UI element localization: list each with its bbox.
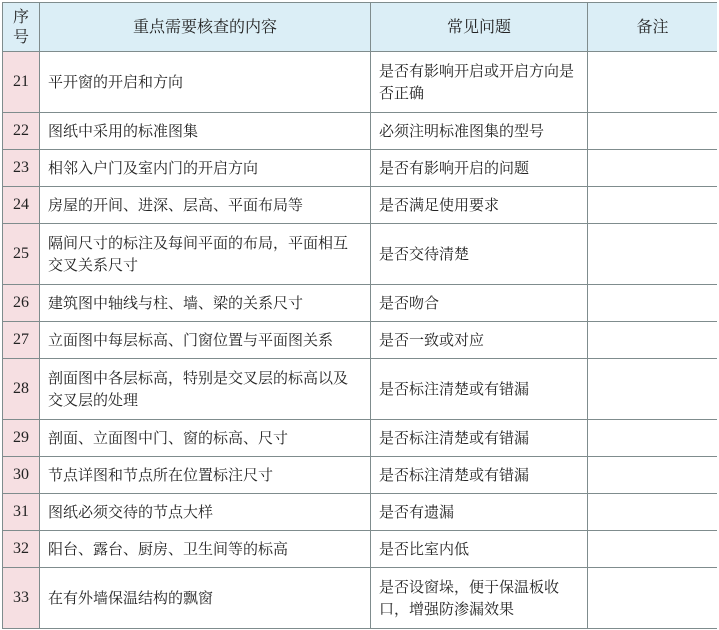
table-row [3, 52, 718, 113]
row-number: 23 [3, 150, 40, 187]
row-issue: 是否比室内低 [371, 531, 588, 568]
row-content: 节点详图和节点所在位置标注尺寸 [40, 457, 371, 494]
row-content: 阳台、露台、厨房、卫生间等的标高 [40, 531, 371, 568]
row-note [588, 457, 718, 494]
row-issue: 是否交待清楚 [371, 224, 588, 285]
table-row [3, 285, 718, 322]
row-issue: 必须注明标准图集的型号 [371, 113, 588, 150]
row-content: 图纸必须交待的节点大样 [40, 494, 371, 531]
row-note [588, 359, 718, 420]
table-row [3, 224, 718, 285]
table-row [3, 359, 718, 420]
checklist-sheet [2, 2, 717, 630]
row-note [588, 322, 718, 359]
row-issue: 是否标注清楚或有错漏 [371, 359, 588, 420]
row-note [588, 224, 718, 285]
table-row [3, 494, 718, 531]
row-number: 22 [3, 113, 40, 150]
row-note [588, 52, 718, 113]
table-row [3, 568, 718, 629]
row-content: 隔间尺寸的标注及每间平面的布局，平面相互交叉关系尺寸 [40, 224, 371, 285]
table-row [3, 150, 718, 187]
row-note [588, 420, 718, 457]
row-number: 24 [3, 187, 40, 224]
row-content: 立面图中每层标高、门窗位置与平面图关系 [40, 322, 371, 359]
row-issue: 是否有影响开启的问题 [371, 150, 588, 187]
row-number: 25 [3, 224, 40, 285]
row-issue: 是否满足使用要求 [371, 187, 588, 224]
header-serial-number [3, 3, 40, 52]
row-number: 33 [3, 568, 40, 629]
row-content: 剖面、立面图中门、窗的标高、尺寸 [40, 420, 371, 457]
row-issue: 是否标注清楚或有错漏 [371, 457, 588, 494]
row-number: 21 [3, 52, 40, 113]
row-number: 32 [3, 531, 40, 568]
header-serial-number-label: 序 号 [12, 7, 29, 46]
row-number: 30 [3, 457, 40, 494]
header-row [3, 3, 718, 52]
row-note [588, 494, 718, 531]
table-row [3, 457, 718, 494]
header-note: 备注 [588, 3, 718, 52]
row-issue: 是否吻合 [371, 285, 588, 322]
row-issue: 是否有遗漏 [371, 494, 588, 531]
row-content: 图纸中采用的标准图集 [40, 113, 371, 150]
row-note [588, 531, 718, 568]
checklist-table [2, 2, 717, 629]
row-number: 27 [3, 322, 40, 359]
table-row [3, 322, 718, 359]
header-check-content: 重点需要核查的内容 [40, 3, 371, 52]
table-row [3, 531, 718, 568]
row-content: 建筑图中轴线与柱、墙、梁的关系尺寸 [40, 285, 371, 322]
row-issue: 是否设窗垛，便于保温板收口，增强防渗漏效果 [371, 568, 588, 629]
row-content: 平开窗的开启和方向 [40, 52, 371, 113]
table-row [3, 113, 718, 150]
row-note [588, 285, 718, 322]
row-content: 相邻入户门及室内门的开启方向 [40, 150, 371, 187]
row-number: 31 [3, 494, 40, 531]
header-common-issue: 常见问题 [371, 3, 588, 52]
row-issue: 是否标注清楚或有错漏 [371, 420, 588, 457]
row-note [588, 150, 718, 187]
table-row [3, 187, 718, 224]
row-content: 剖面图中各层标高，特别是交叉层的标高以及交叉层的处理 [40, 359, 371, 420]
row-note [588, 113, 718, 150]
row-content: 房屋的开间、进深、层高、平面布局等 [40, 187, 371, 224]
table-row [3, 420, 718, 457]
row-note [588, 568, 718, 629]
row-content: 在有外墙保温结构的飘窗 [40, 568, 371, 629]
row-number: 26 [3, 285, 40, 322]
row-issue: 是否一致或对应 [371, 322, 588, 359]
row-number: 28 [3, 359, 40, 420]
row-issue: 是否有影响开启或开启方向是否正确 [371, 52, 588, 113]
row-note [588, 187, 718, 224]
row-number: 29 [3, 420, 40, 457]
